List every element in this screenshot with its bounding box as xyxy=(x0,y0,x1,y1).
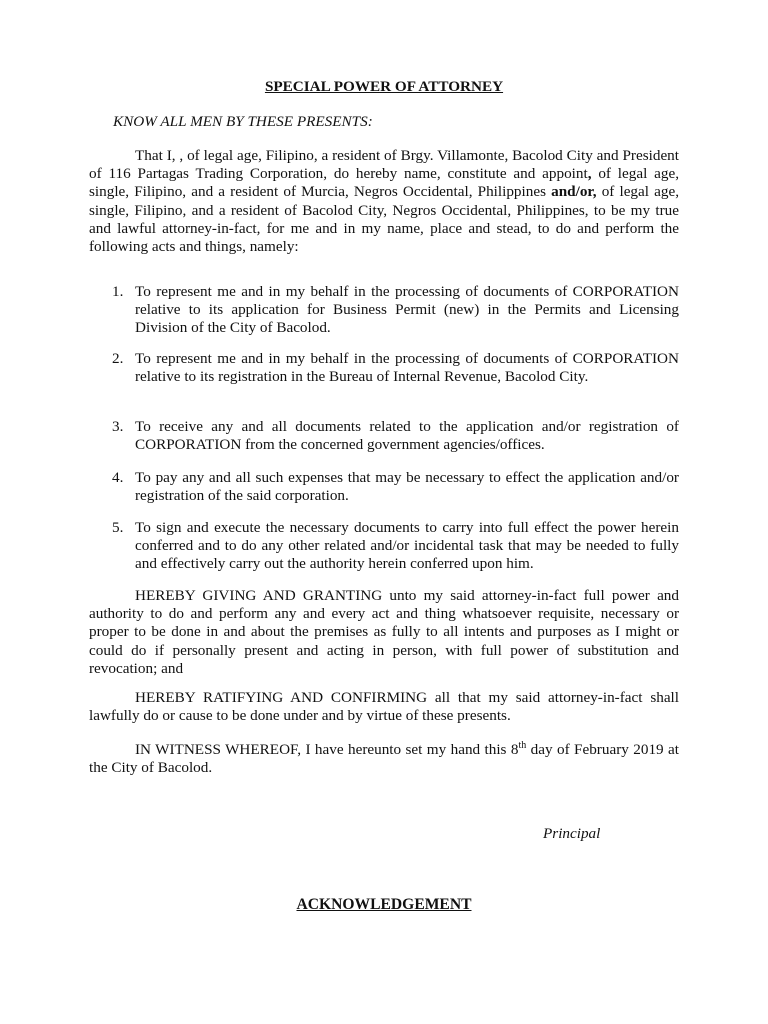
acknowledgement-heading: ACKNOWLEDGEMENT xyxy=(296,896,472,913)
list-item-number: 4. xyxy=(112,469,124,486)
list-item xyxy=(89,283,679,338)
list-item-number: 3. xyxy=(112,418,124,435)
list-item-text: To pay any and all such expenses that may be necessary to effect the application and/or registration of the said corporation. xyxy=(135,469,679,505)
witness-text-2: day of February 2019 at the City of Bacolod. xyxy=(89,741,679,777)
document-title: SPECIAL POWER OF ATTORNEY xyxy=(264,78,504,95)
list-item xyxy=(89,469,679,505)
witness-text-1: IN WITNESS WHEREOF, I have hereunto set my hand this 8 xyxy=(135,741,519,758)
list-item-text: To receive any and all documents related to the application and/or registration of CORPORATION from the concerned government agencies/offices. xyxy=(135,418,679,454)
signature-label: Principal xyxy=(543,825,601,842)
powers-list xyxy=(89,469,679,505)
list-item-text: To represent me and in my behalf in the processing of documents of CORPORATION relative to its registration in the Bureau of Internal Revenue, Bacolod City. xyxy=(135,350,679,386)
witness-paragraph xyxy=(89,741,679,777)
witness-ordinal: th xyxy=(518,739,527,751)
powers-list xyxy=(89,350,679,386)
opening-text-1: That I, , of legal age, Filipino, a resident of Brgy. Villamonte, Bacolod City and President of 116 Partagas Trading Corporation, do hereby name, constitute and appoint xyxy=(89,147,679,183)
list-item xyxy=(89,350,679,386)
opening-text-3: of legal age, single, Filipino, and a resident of Bacolod City, Negros Occidental, Philippines, to be my true and lawful attorney-in-fact, for me and in my name, place and stead, to do and perform the following acts and things, namely: xyxy=(89,183,679,256)
list-item-text: To sign and execute the necessary documents to carry into full effect the power herein conferred and to do any other related and/or incidental task that may be needed to fully and effectively carry out the authority herein conferred upon him. xyxy=(135,519,679,573)
powers-list xyxy=(89,418,679,454)
granting-text: HEREBY GIVING AND GRANTING unto my said attorney-in-fact full power and authority to do and perform any and every act and thing whatsoever requisite, necessary or proper to be done in and about the premises as fully to all intents and purposes as I might or could do if personally present and acting in person, with full power of substitution and revocation; and xyxy=(89,587,679,677)
opening-paragraph xyxy=(89,147,679,256)
list-item xyxy=(89,418,679,454)
list-item-number: 5. xyxy=(112,519,124,536)
list-item-number: 2. xyxy=(112,350,124,367)
opening-comma: , xyxy=(587,165,592,183)
opening-andor: and/or, xyxy=(551,183,597,201)
intro-line: KNOW ALL MEN BY THESE PRESENTS: xyxy=(113,113,373,130)
list-item xyxy=(89,519,679,574)
ratifying-text: HEREBY RATIFYING AND CONFIRMING all that my said attorney-in-fact shall lawfully do or cause to be done under and by virtue of these presents. xyxy=(89,689,679,725)
list-item-number: 1. xyxy=(112,283,124,300)
powers-list xyxy=(89,519,679,574)
granting-paragraph xyxy=(89,587,679,678)
ratifying-paragraph xyxy=(89,689,679,725)
powers-list xyxy=(89,283,679,338)
opening-text-2: of legal age, single, Filipino, and a resident of Murcia, Negros Occidental, Philippines xyxy=(89,165,679,201)
list-item-text: To represent me and in my behalf in the processing of documents of CORPORATION relative to its application for Business Permit (new) in the Permits and Licensing Division of the City of Bacolod. xyxy=(135,283,679,337)
